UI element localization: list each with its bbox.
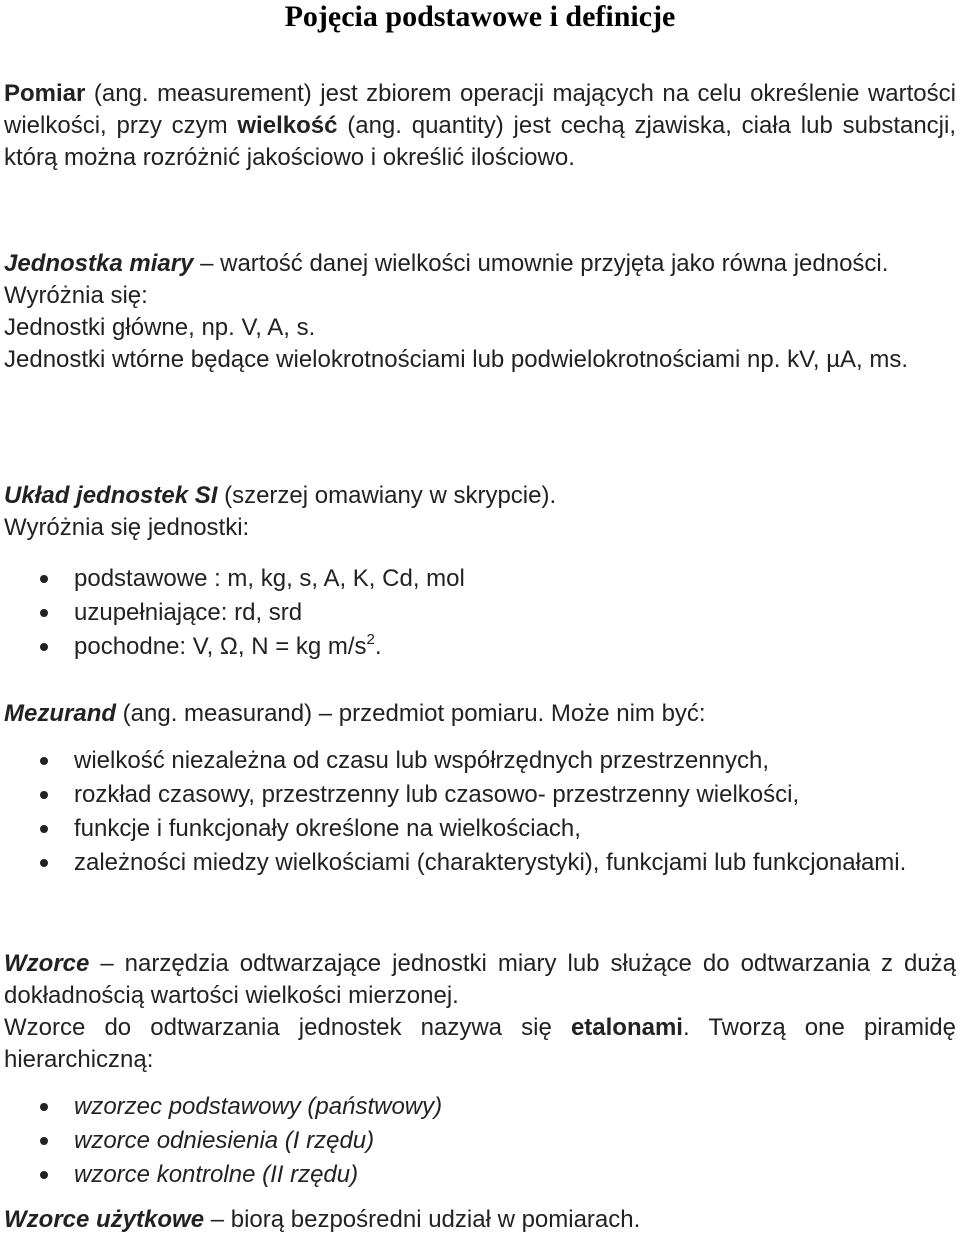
list-item: funkcje i funkcjonały określone na wielkościach, (4, 812, 916, 846)
list-item: wielkość niezależna od czasu lub współrzędnych przestrzennych, (4, 744, 916, 778)
list-item: wzorzec podstawowy (państwowy) (4, 1090, 956, 1124)
section-jednostka (4, 248, 956, 376)
superscript: 2 (366, 631, 375, 648)
mezurand-definition (4, 698, 956, 730)
mezurand-list (4, 744, 956, 880)
si-wyroznia: Wyróżnia się jednostki: (4, 514, 250, 541)
section-si (4, 480, 956, 664)
section-pomiar (4, 78, 956, 174)
pomiar-definition (4, 78, 956, 174)
bullet-icon (40, 609, 48, 617)
pomiar-text-2: (ang. quantity) jest cechą zjawiska, ciała lub substancji, którą można rozróżnić jakościowo i określić ilościowo. (4, 112, 957, 171)
section-wzorce (4, 948, 956, 1192)
bullet-icon (40, 575, 48, 583)
section-mezurand (4, 698, 956, 880)
wzorce-definition (4, 948, 956, 1012)
bullet-icon (40, 1137, 48, 1145)
jednostki-wtorne: Jednostki wtórne będące wielokrotnościami lub podwielokrotnościami np. kV, µA, ms. (4, 346, 909, 373)
term-wielkosc: wielkość (237, 112, 338, 139)
section-uzytkowe (4, 1204, 956, 1236)
uzytkowe-text-1: – biorą bezpośredni udział w pomiarach. (204, 1206, 641, 1233)
term-jednostka-miary: Jednostka miary (4, 250, 194, 277)
term-etalony: etalonami (570, 1014, 683, 1041)
wzorce-list (4, 1090, 956, 1192)
si-heading (4, 480, 956, 512)
list-item: podstawowe : m, kg, s, A, K, Cd, mol (4, 562, 956, 596)
bullet-icon (40, 791, 48, 799)
bullet-icon (40, 757, 48, 765)
term-wzorce-uzytkowe: Wzorce użytkowe (4, 1206, 205, 1233)
uzytkowe-definition (4, 1204, 956, 1236)
term-pomiar: Pomiar (4, 80, 86, 107)
jednostka-definition (4, 248, 956, 280)
list-item: uzupełniające: rd, srd (4, 596, 956, 630)
term-wzorce: Wzorce (4, 950, 90, 977)
si-text-1: (szerzej omawiany w skrypcie). (217, 482, 557, 509)
jednostka-text-1: – wartość danej wielkości umownie przyjęta jako równa jedności. (193, 250, 889, 277)
term-uklad-si: Układ jednostek SI (4, 482, 218, 509)
jednostka-wyroznia: Wyróżnia się: (4, 282, 148, 309)
bullet-icon (40, 643, 48, 651)
term-mezurand: Mezurand (4, 700, 117, 727)
list-item: zależności miedzy wielkościami (charakterystyki), funkcjami lub funkcjonałami. (4, 846, 916, 880)
pomiar-text-1: (ang. measurement) jest zbiorem operacji mających na celu określenie wartości wielkości, przy czym (4, 80, 956, 139)
list-item: wzorce kontrolne (II rzędu) (4, 1158, 956, 1192)
page-title: Pojęcia podstawowe i definicje (284, 0, 676, 33)
si-list (4, 562, 956, 664)
wzorce-etalony: Wzorce do odtwarzania jednostek nazywa się etalonami. Tworzą one piramidę hierarchiczną: (4, 1014, 956, 1073)
list-item: wzorce odniesienia (I rzędu) (4, 1124, 956, 1158)
mezurand-text-1: (ang. measurand) – przedmiot pomiaru. Może nim być: (116, 700, 706, 727)
bullet-icon (40, 1103, 48, 1111)
bullet-icon (40, 859, 48, 867)
list-item: rozkład czasowy, przestrzenny lub czasowo- przestrzenny wielkości, (4, 778, 916, 812)
bullet-icon (40, 1171, 48, 1179)
jednostki-glowne: Jednostki główne, np. V, A, s. (4, 314, 316, 341)
bullet-icon (40, 825, 48, 833)
wzorce-text-1: – narzędzia odtwarzające jednostki miary lub służące do odtwarzania z dużą dokładnością wartości wielkości mierzonej. (4, 950, 956, 1009)
list-item: pochodne: V, Ω, N = kg $m/s^2$. (4, 630, 956, 664)
